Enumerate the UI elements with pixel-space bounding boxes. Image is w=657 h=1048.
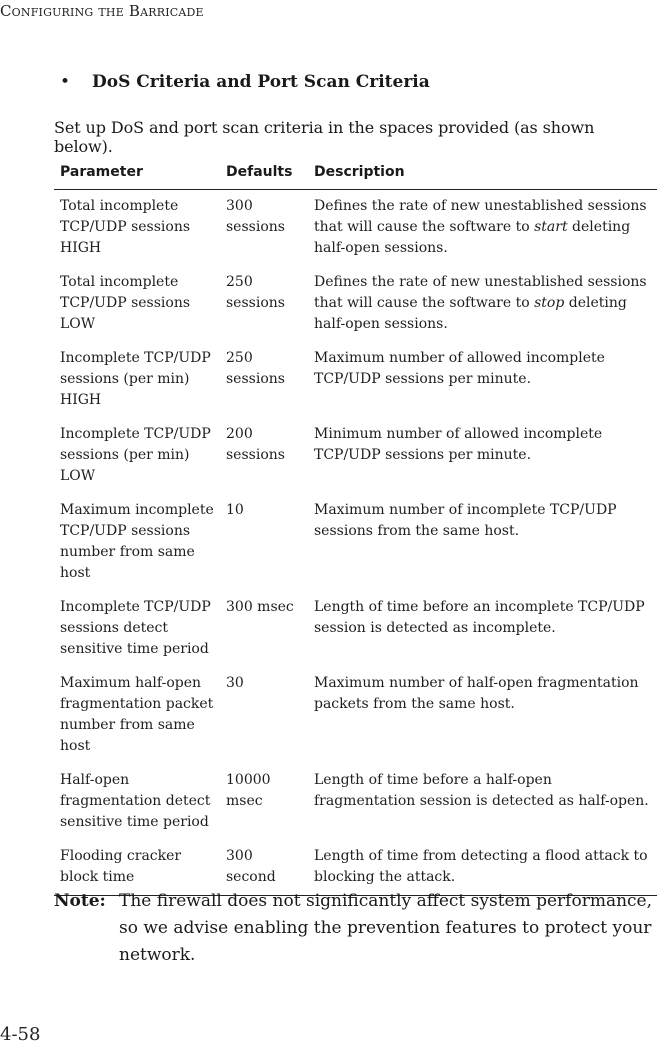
description-text-tail: deleting half-open sessions. [314,295,627,332]
table-row [54,667,657,764]
table-row [54,591,657,667]
description-text: Maximum number of allowed incomplete TCP/UDP sessions per minute. [314,350,605,387]
note-label: Note: [54,891,106,911]
description-cell [308,667,657,764]
default-cell: 300 second [220,840,308,896]
column-header-parameter: Parameter [54,158,220,190]
criteria-table [54,158,657,896]
description-emphasis: start [534,219,568,235]
table-header-row [54,158,657,190]
description-text: Maximum number of incomplete TCP/UDP sessions from the same host. [314,502,617,539]
description-cell [308,591,657,667]
description-text-tail: deleting half-open sessions. [314,219,631,256]
description-cell [308,764,657,840]
table-row [54,342,657,418]
default-cell: 250 sessions [226,274,285,311]
default-cell: 300 sessions [226,198,285,235]
default-cell: 10000 msec [226,772,271,809]
parameter-cell: Half-open fragmentation detect sensitive time period [60,772,211,830]
description-text: Length of time before a half-open fragmentation session is detected as half-open. [314,772,649,809]
default-cell: 250 sessions [226,350,285,387]
default-cell: 10 [226,502,244,518]
default-cell: 300 msec [226,599,294,615]
default-cell: 30 [226,675,244,691]
parameter-cell: Total incomplete TCP/UDP sessions HIGH [60,198,191,256]
description-text: Minimum number of allowed incomplete TCP/UDP sessions per minute. [314,426,603,463]
table-row [54,190,657,267]
table-row [54,266,657,342]
note-block [54,888,654,969]
description-cell [308,418,657,494]
table-row [54,494,657,591]
description-cell [308,190,657,267]
table-row [54,418,657,494]
page-number: 4-58 [0,1024,41,1045]
column-header-description: Description [308,158,657,190]
bullet-glyph: • [60,72,71,92]
parameter-cell: Maximum incomplete TCP/UDP sessions number from same host [60,502,214,581]
table-row [54,764,657,840]
parameter-cell: Maximum half-open fragmentation packet number from same host [60,675,214,754]
description-text: Maximum number of half-open fragmentation packets from the same host. [314,675,639,712]
description-cell [308,266,657,342]
parameter-cell: Incomplete TCP/UDP sessions (per min) LOW [60,426,211,484]
section-heading [60,72,430,92]
note-text: The firewall does not significantly affect system performance, so we advise enabling the prevention features to protect your network. [119,891,653,965]
parameter-cell: Incomplete TCP/UDP sessions detect sensitive time period [60,599,211,657]
parameter-cell: Total incomplete TCP/UDP sessions LOW [60,274,191,332]
description-cell [308,494,657,591]
parameter-cell: Flooding cracker block time [54,840,220,896]
running-head: Configuring the Barricade [0,2,204,20]
description-text: Length of time from detecting a flood attack to blocking the attack. [314,848,648,885]
description-cell [308,342,657,418]
description-text: Length of time before an incomplete TCP/UDP session is detected as incomplete. [314,599,645,636]
description-emphasis: stop [534,295,565,311]
parameter-cell: Incomplete TCP/UDP sessions (per min) HIGH [60,350,211,408]
description-text: Defines the rate of new unestablished sessions that will cause the software to [314,274,647,311]
intro-paragraph: Set up DoS and port scan criteria in the spaces provided (as shown below). [54,118,595,156]
column-header-defaults: Defaults [220,158,308,190]
default-cell: 200 sessions [226,426,285,463]
description-text: Defines the rate of new unestablished sessions that will cause the software to [314,198,647,235]
section-heading-text: DoS Criteria and Port Scan Criteria [92,72,430,92]
